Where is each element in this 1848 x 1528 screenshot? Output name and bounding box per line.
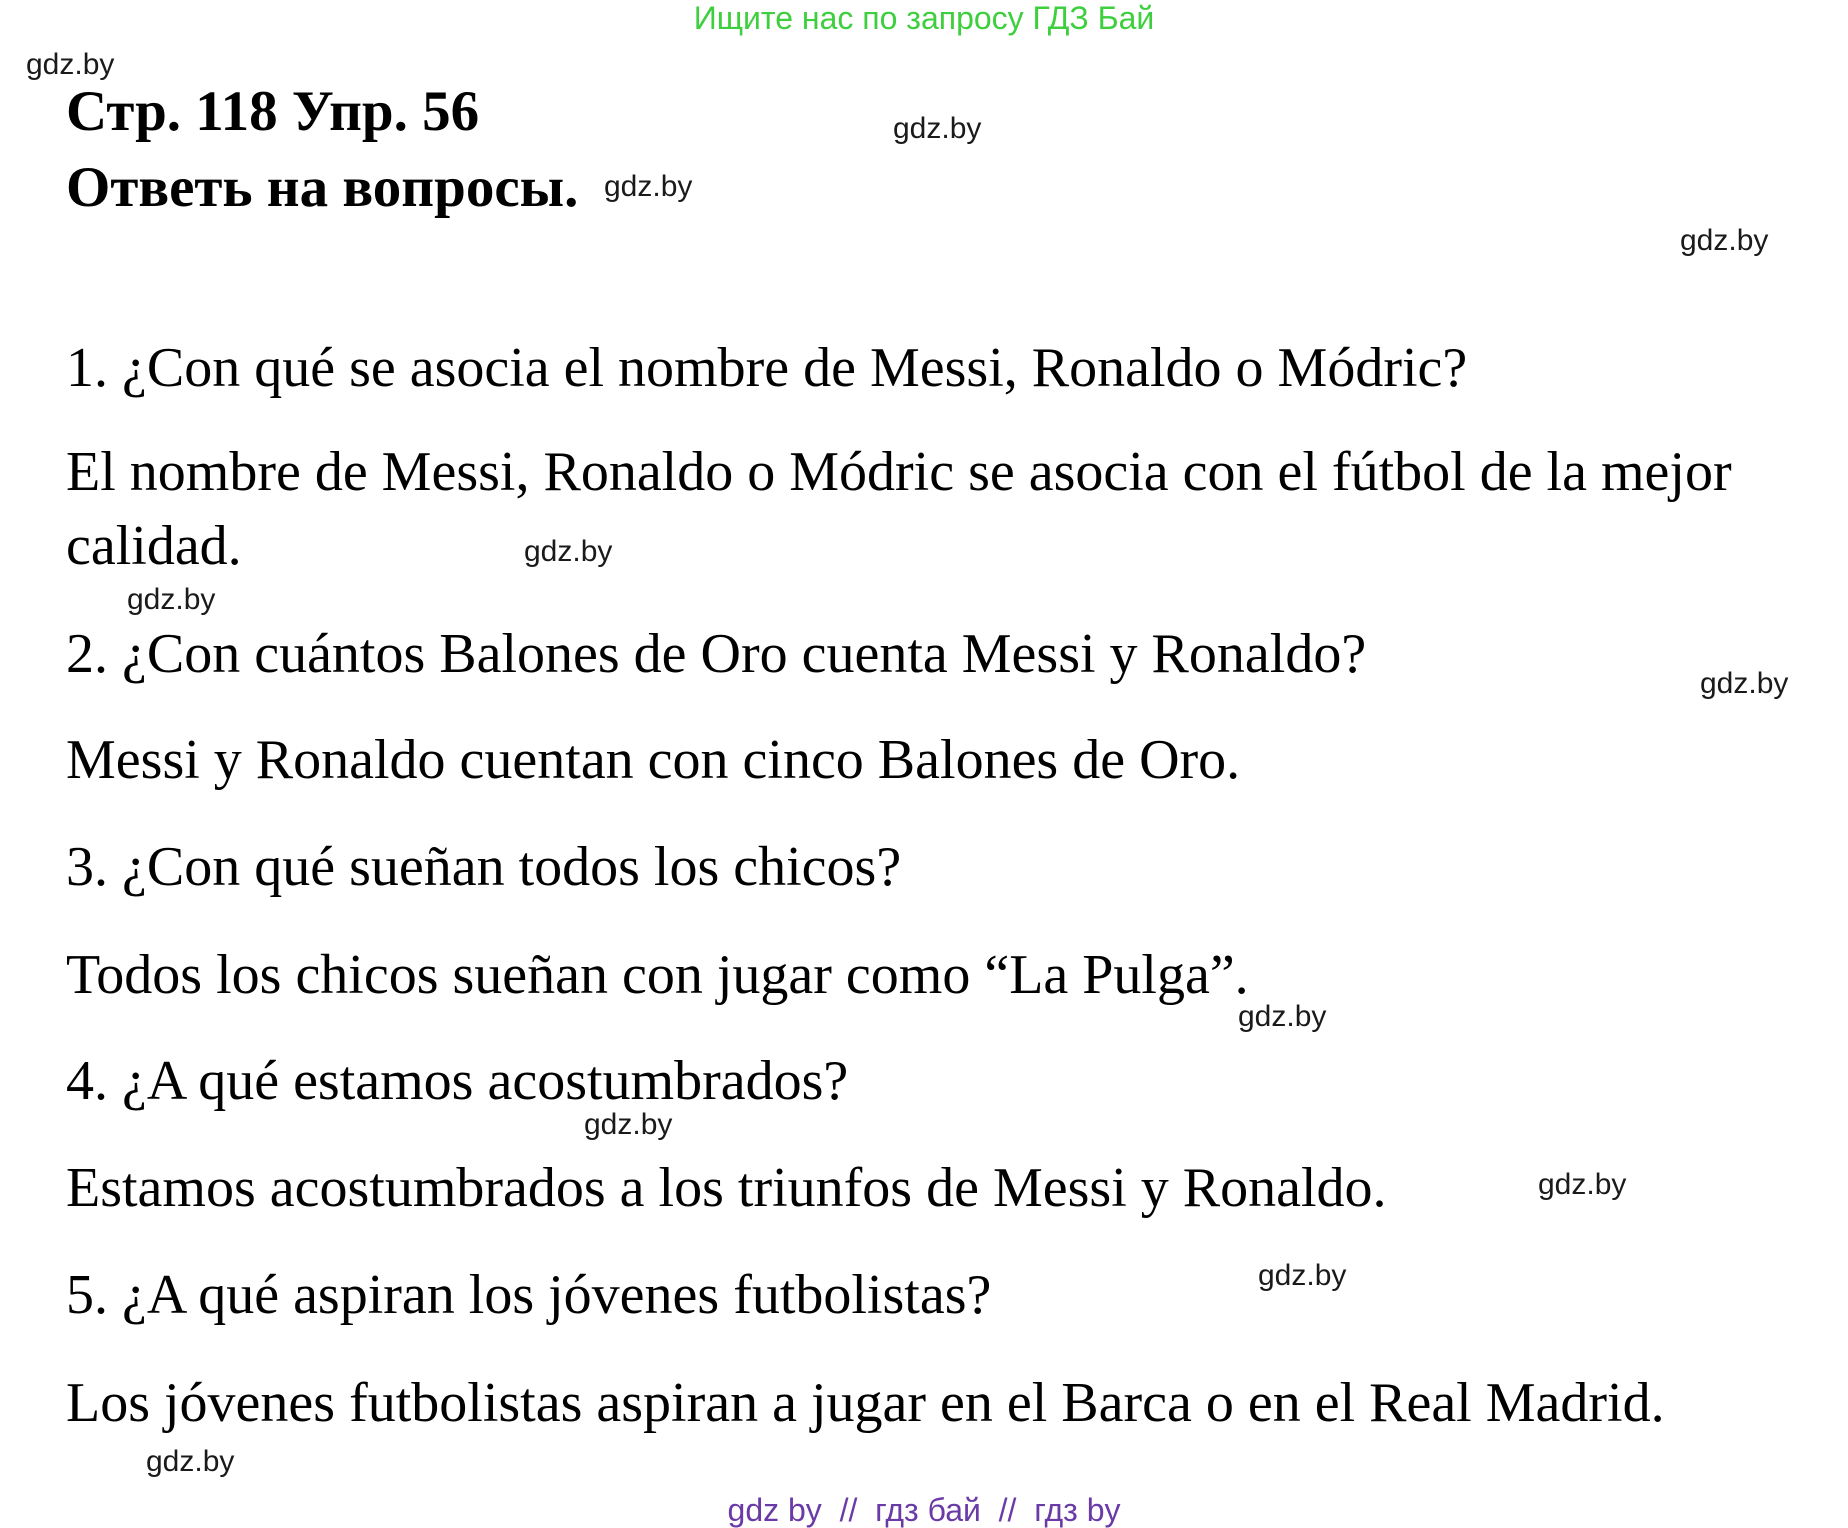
- page-exercise-title: Стр. 118 Упр. 56: [66, 80, 480, 143]
- watermark: gdz.by: [524, 535, 613, 568]
- watermark: gdz.by: [26, 48, 115, 81]
- question-5: 5. ¿A qué aspiran los jóvenes futbolistas?: [66, 1264, 992, 1326]
- watermark: gdz.by: [893, 112, 982, 145]
- top-banner: Ищите нас по запросу ГДЗ Бай: [693, 0, 1155, 36]
- watermark: gdz.by: [604, 170, 693, 203]
- footer-links: gdz by // гдз бай // гдз by: [727, 1492, 1121, 1528]
- question-2: 2. ¿Con cuántos Balones de Oro cuenta Messi y Ronaldo?: [66, 623, 1367, 685]
- answer-3: Todos los chicos sueñan con jugar como “La Pulga”.: [66, 944, 1249, 1006]
- answer-4: Estamos acostumbrados a los triunfos de Messi y Ronaldo.: [66, 1157, 1387, 1219]
- watermark: gdz.by: [1258, 1259, 1347, 1292]
- watermark: gdz.by: [1538, 1168, 1627, 1201]
- instruction-heading: Ответь на вопросы.: [66, 156, 579, 219]
- answer-1: El nombre de Messi, Ronaldo o Módric se asocia con el fútbol de la mejor calidad.: [66, 441, 1732, 577]
- watermark: gdz.by: [1700, 667, 1789, 700]
- answer-5: Los jóvenes futbolistas aspiran a jugar en el Barca o en el Real Madrid.: [66, 1372, 1665, 1434]
- question-3: 3. ¿Con qué sueñan todos los chicos?: [66, 836, 902, 898]
- watermark: gdz.by: [1238, 1000, 1327, 1033]
- watermark: gdz.by: [584, 1108, 673, 1141]
- watermark: gdz.by: [1680, 224, 1769, 257]
- answer-2: Messi y Ronaldo cuentan con cinco Balones de Oro.: [66, 729, 1241, 791]
- question-1: 1. ¿Con qué se asocia el nombre de Messi, Ronaldo o Módric?: [66, 337, 1468, 399]
- watermark: gdz.by: [146, 1445, 235, 1478]
- question-4: 4. ¿A qué estamos acostumbrados?: [66, 1050, 849, 1112]
- watermark: gdz.by: [127, 583, 216, 616]
